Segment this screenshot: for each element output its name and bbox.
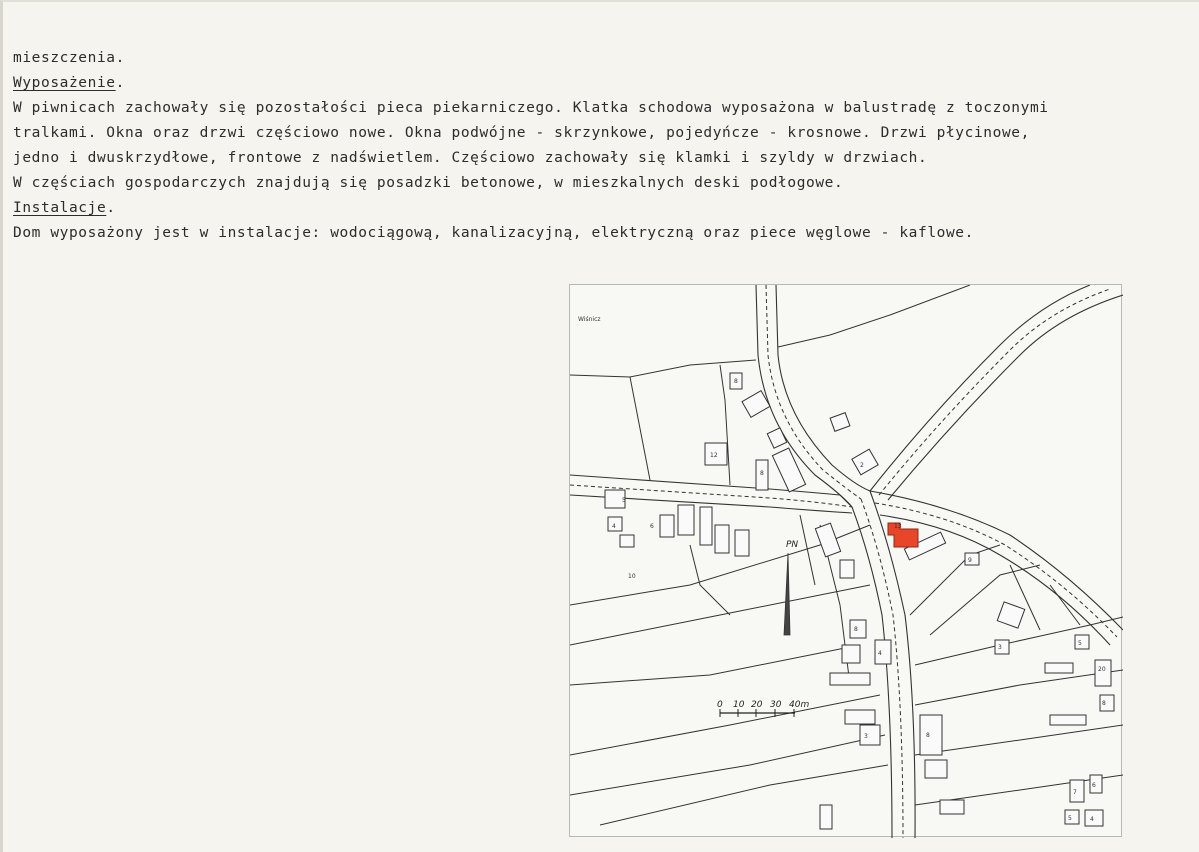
heading-text: Wyposażenie — [13, 75, 116, 91]
text-line-5: jedno i dwuskrzydłowe, frontowe z nadświetlem. Częściowo zachowały się klamki i szyldy w drzwiach. — [13, 150, 928, 166]
building — [940, 800, 964, 814]
parcel-boundary — [930, 565, 1040, 635]
lot-number: 8 — [1102, 700, 1106, 707]
lot-number: 8 — [734, 378, 738, 385]
lot-number: 9 — [968, 557, 972, 564]
lot-number: 10 — [628, 573, 636, 580]
scale-label: 0 — [717, 700, 723, 710]
scale-label: 40m — [789, 700, 810, 710]
heading-text: Instalacje — [13, 200, 107, 216]
lot-number: 12 — [710, 452, 718, 459]
building — [852, 449, 878, 475]
road-centerline — [861, 499, 903, 838]
building — [772, 448, 805, 492]
building — [925, 760, 947, 778]
lot-number: 13 — [894, 523, 902, 530]
lot-number: 6 — [650, 523, 654, 530]
building — [620, 535, 634, 547]
building — [820, 805, 832, 829]
building — [845, 710, 875, 724]
text-line-6: W częściach gospodarczych znajdują się posadzki betonowe, w mieszkalnych deski podłogowe. — [13, 175, 844, 191]
lot-number: 3 — [998, 644, 1002, 651]
lot-number: 5 — [622, 497, 626, 504]
building — [997, 602, 1025, 628]
building — [767, 428, 786, 448]
north-arrow-icon — [784, 553, 790, 635]
road-edge — [870, 491, 1123, 630]
map-corner-label: Wiśnicz — [578, 316, 601, 323]
parcel-boundary — [570, 645, 860, 685]
parcel-boundary — [570, 735, 885, 795]
road-edge — [870, 285, 1090, 491]
building — [735, 530, 749, 556]
parcel-boundary — [778, 285, 970, 347]
parcel-boundary — [630, 377, 650, 480]
road-centerline — [879, 289, 1110, 495]
building — [840, 560, 854, 578]
parcel-boundary — [915, 725, 1123, 755]
building — [830, 673, 870, 685]
lot-number: 8 — [854, 626, 858, 633]
parcel-boundary — [915, 670, 1123, 705]
parcel-boundary — [910, 545, 1000, 615]
highlighted-building — [888, 523, 918, 547]
north-arrow-label: PN — [786, 540, 799, 550]
building — [1085, 810, 1103, 826]
text-line-3: W piwnicach zachowały się pozostałości pieca piekarniczego. Klatka schodowa wyposażona w balustradę z toczonymi — [13, 100, 1049, 116]
lot-number: 3 — [864, 733, 868, 740]
scale-label: 30 — [770, 700, 782, 710]
lot-number: 4 — [878, 650, 882, 657]
lot-number: 7 — [1073, 789, 1077, 796]
lot-number: 20 — [1098, 666, 1106, 673]
map-drawing — [570, 285, 1123, 838]
parcel-boundary — [690, 545, 730, 615]
text-line-4: tralkami. Okna oraz drzwi częściowo nowe. Okna podwójne - skrzynkowe, pojedyńcze - krosnowe. Drzwi płycinowe, — [13, 125, 1030, 141]
lot-number: 2 — [860, 462, 864, 469]
text-line-1: mieszczenia. — [13, 50, 125, 66]
parcel-boundary — [600, 765, 888, 825]
building — [815, 523, 840, 557]
building — [920, 715, 942, 755]
lot-number: 4 — [1090, 816, 1094, 823]
building — [678, 505, 694, 535]
parcel-boundary — [570, 360, 756, 377]
parcel-boundary — [570, 585, 870, 645]
building — [842, 645, 860, 663]
lot-number: 5 — [1078, 640, 1082, 647]
building — [1095, 660, 1111, 686]
lot-number: 6 — [1092, 782, 1096, 789]
building — [700, 507, 712, 545]
text-line-8: Dom wyposażony jest w instalacje: wodociągową, kanalizacyjną, elektryczną oraz piece węglowe - kaflowe. — [13, 225, 974, 241]
building — [715, 525, 729, 553]
lot-number: 8 — [926, 732, 930, 739]
building — [1045, 663, 1073, 673]
heading-period: . — [115, 75, 125, 91]
site-plan-map — [569, 284, 1122, 837]
parcel-boundary — [720, 365, 730, 485]
building — [860, 725, 880, 745]
lot-number: 8 — [760, 470, 764, 477]
heading-period: . — [106, 200, 116, 216]
parcel-boundary — [1050, 585, 1080, 625]
scale-label: 20 — [751, 700, 763, 710]
scale-label: 10 — [733, 700, 745, 710]
road-edge — [756, 285, 852, 507]
road-edge — [888, 295, 1123, 500]
section-heading-instalacje — [13, 200, 116, 216]
building — [850, 620, 866, 638]
road-centerline — [875, 503, 1117, 637]
section-heading-wyposazenie — [13, 75, 125, 91]
building — [1050, 715, 1086, 725]
building — [660, 515, 674, 537]
lot-number: 5 — [1068, 815, 1072, 822]
building — [830, 413, 850, 432]
lot-number: 4 — [612, 523, 616, 530]
